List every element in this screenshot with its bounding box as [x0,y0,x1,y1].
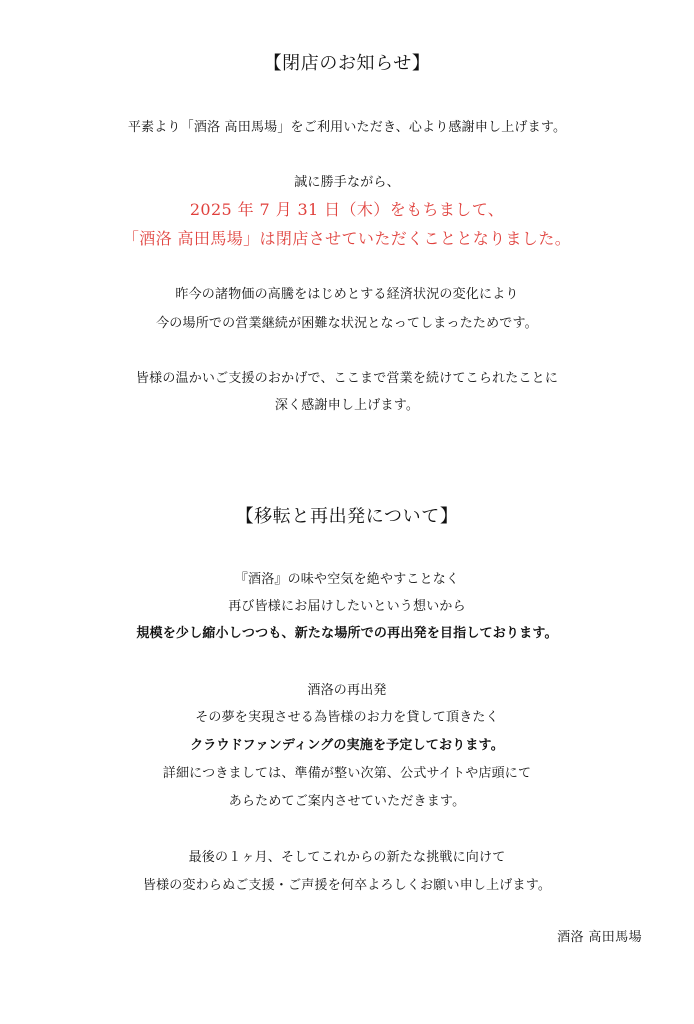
reason-line-2: 今の場所での営業継続が困難な状況となってしまったためです。 [156,316,538,331]
relocation-line-6: クラウドファンディングの実施を予定しております。 [190,738,504,753]
relocation-line-10: 皆様の変わらぬご支援・ご声援を何卒よろしくお願い申し上げます。 [142,878,552,893]
relocation-line-3: 規模を少し縮小しつつも、新たな場所での再出発を目指しております。 [136,626,558,641]
thanks-line-2: 深く感謝申し上げます。 [274,398,420,413]
closing-notice-heading: 【閉店のお知らせ】 [263,53,431,74]
closing-statement-text: 「酒洛 高田馬場」は閉店させていただくこととなりました。 [122,229,572,248]
relocation-line-2: 再び皆様にお届けしたいという想いから [228,599,466,614]
store-signature: 酒洛 高田馬場 [557,930,642,945]
reason-line-1: 昨今の諸物価の高騰をはじめとする経済状況の変化により [175,287,519,302]
relocation-line-9: 最後の１ヶ月、そしてこれからの新たな挑戦に向けて [188,850,506,865]
relocation-heading: 【移転と再出発について】 [235,506,459,527]
greeting-text: 平素より「酒洛 高田馬場」をご利用いただき、心より感謝申し上げます。 [127,120,567,135]
intro-text: 誠に勝手ながら、 [294,175,400,190]
relocation-line-7: 詳細につきましては、準備が整い次第、公式サイトや店頭にて [162,766,532,781]
thanks-line-1: 皆様の温かいご支援のおかげで、ここまで営業を続けてこられたことに [135,371,559,386]
relocation-line-1: 『酒洛』の味や空気を絶やすことなく [234,572,460,587]
closing-date-text: 2025 年 7 月 31 日（木）をもちまして、 [189,200,505,219]
relocation-line-8: あらためてご案内させていただきます。 [228,794,466,809]
relocation-line-4: 酒洛の再出発 [307,683,387,698]
relocation-line-5: その夢を実現させる為皆様のお力を貸して頂きたく [195,710,499,725]
